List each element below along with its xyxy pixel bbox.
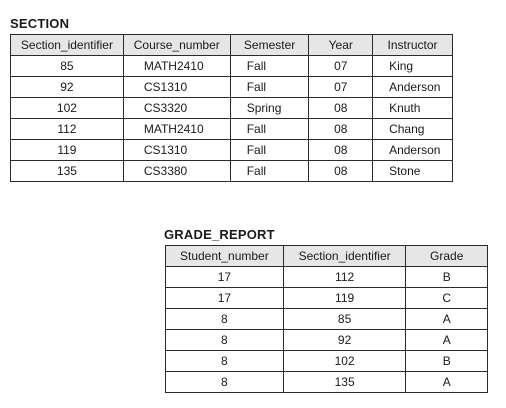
semester-cell: Fall (230, 77, 309, 98)
table-row (166, 309, 488, 330)
student-number-cell: 8 (166, 372, 284, 393)
section-identifier-cell: 102 (11, 98, 124, 119)
table-row (11, 98, 453, 119)
course-number-cell: MATH2410 (123, 119, 230, 140)
grade-report-header-cell: Student_number (166, 246, 284, 267)
student-number-cell: 17 (166, 288, 284, 309)
section-header-cell: Section_identifier (11, 35, 124, 56)
year-cell: 08 (309, 161, 373, 182)
semester-cell: Fall (230, 56, 309, 77)
section-header-row (11, 35, 453, 56)
table-row (11, 140, 453, 161)
year-cell: 08 (309, 119, 373, 140)
course-number-cell: CS3380 (123, 161, 230, 182)
student-number-cell: 8 (166, 330, 284, 351)
table-row (166, 330, 488, 351)
grade-cell: B (406, 351, 488, 372)
table-row (166, 351, 488, 372)
table-row (166, 267, 488, 288)
table-row (11, 77, 453, 98)
student-number-cell: 8 (166, 351, 284, 372)
table-row (11, 161, 453, 182)
section-identifier-cell: 119 (283, 288, 406, 309)
section-identifier-cell: 112 (283, 267, 406, 288)
instructor-cell: Anderson (373, 77, 453, 98)
section-identifier-cell: 85 (11, 56, 124, 77)
grade-report-table-title: GRADE_REPORT (164, 227, 275, 242)
instructor-cell: Chang (373, 119, 453, 140)
instructor-cell: King (373, 56, 453, 77)
table-row (166, 372, 488, 393)
table-row (11, 119, 453, 140)
instructor-cell: Stone (373, 161, 453, 182)
year-cell: 07 (309, 56, 373, 77)
section-table-title: SECTION (10, 16, 70, 31)
year-cell: 08 (309, 140, 373, 161)
section-identifier-cell: 92 (11, 77, 124, 98)
grade-cell: B (406, 267, 488, 288)
semester-cell: Fall (230, 119, 309, 140)
table-row (11, 56, 453, 77)
instructor-cell: Anderson (373, 140, 453, 161)
grade-report-header-cell: Section_identifier (283, 246, 406, 267)
section-identifier-cell: 119 (11, 140, 124, 161)
semester-cell: Fall (230, 140, 309, 161)
grade-report-table (165, 245, 488, 393)
section-identifier-cell: 135 (283, 372, 406, 393)
section-identifier-cell: 92 (283, 330, 406, 351)
course-number-cell: CS1310 (123, 140, 230, 161)
section-identifier-cell: 102 (283, 351, 406, 372)
grade-cell: A (406, 309, 488, 330)
section-identifier-cell: 85 (283, 309, 406, 330)
grade-report-header-cell: Grade (406, 246, 488, 267)
course-number-cell: MATH2410 (123, 56, 230, 77)
grade-report-header-row (166, 246, 488, 267)
course-number-cell: CS3320 (123, 98, 230, 119)
course-number-cell: CS1310 (123, 77, 230, 98)
section-identifier-cell: 112 (11, 119, 124, 140)
semester-cell: Spring (230, 98, 309, 119)
section-header-cell: Year (309, 35, 373, 56)
section-header-cell: Instructor (373, 35, 453, 56)
student-number-cell: 8 (166, 309, 284, 330)
section-table (10, 34, 453, 182)
student-number-cell: 17 (166, 267, 284, 288)
section-header-cell: Semester (230, 35, 309, 56)
section-identifier-cell: 135 (11, 161, 124, 182)
year-cell: 08 (309, 98, 373, 119)
grade-cell: A (406, 372, 488, 393)
instructor-cell: Knuth (373, 98, 453, 119)
semester-cell: Fall (230, 161, 309, 182)
section-header-cell: Course_number (123, 35, 230, 56)
grade-cell: C (406, 288, 488, 309)
table-row (166, 288, 488, 309)
grade-cell: A (406, 330, 488, 351)
year-cell: 07 (309, 77, 373, 98)
